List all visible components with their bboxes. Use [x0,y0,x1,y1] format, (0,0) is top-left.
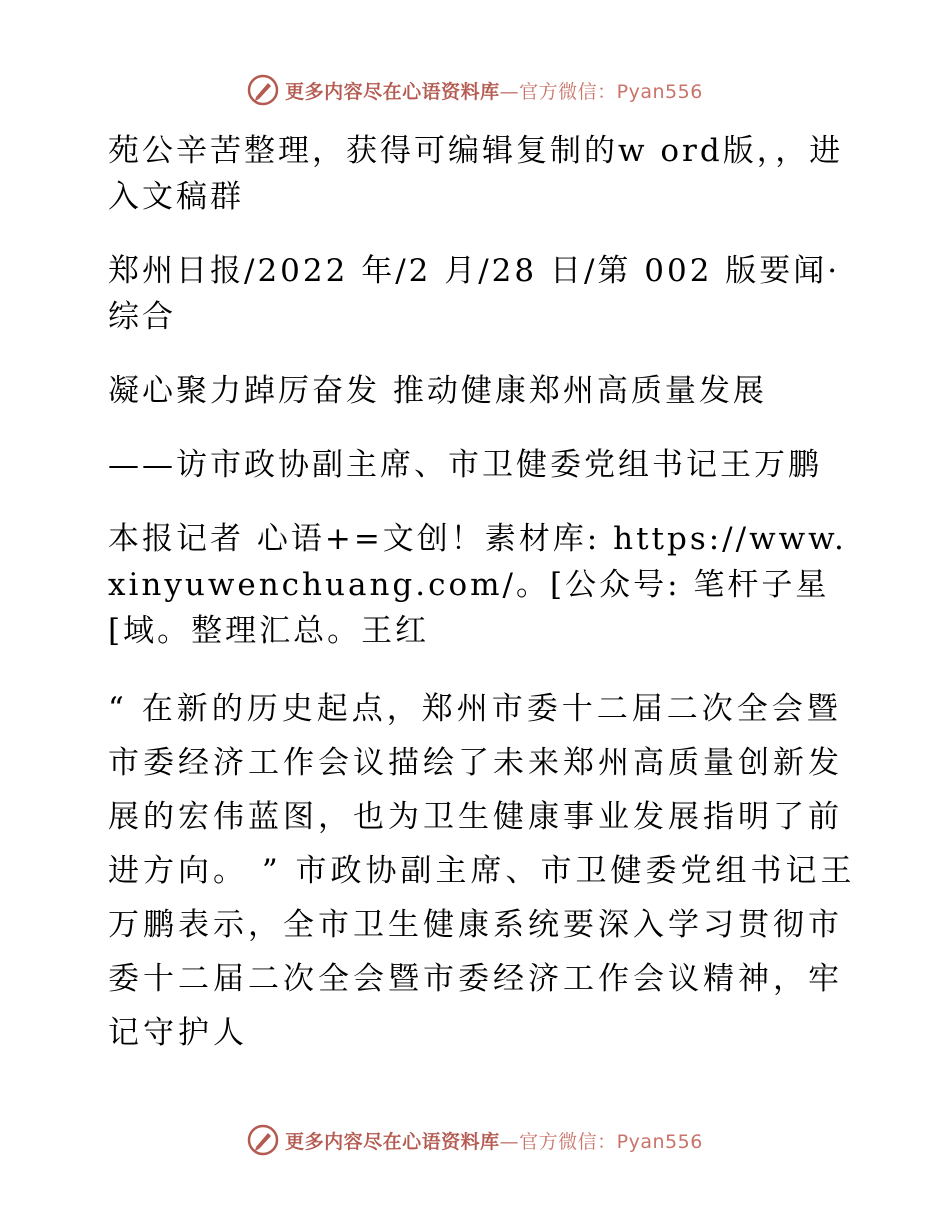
footer-watermark-banner [0,1120,950,1160]
source-line: 郑州日报/2022 年/2 月/28 日/第 002 版要闻·综合 [108,253,841,335]
banner-separator: — [499,1130,520,1153]
banner-main: 更多内容尽在心语资料库 [285,80,500,103]
banner-main: 更多内容尽在心语资料库 [285,1130,500,1153]
banner-text [285,77,703,104]
intro-note: 苑公辛苦整理，获得可编辑复制的w ord版，，进入文稿群 [108,133,844,215]
banner-separator: — [499,80,520,103]
byline: 本报记者 心语+=文创！素材库: https://www.xinyuwenchuang.com/。[公众号: 笔杆子星[域。整理汇总。王红 [108,521,847,649]
banner-tail: 官方微信：Pyan556 [519,1130,703,1153]
article-subtitle: ——访市政协副主席、市卫健委党组书记王万鹏 [108,447,822,483]
document-body [98,128,858,1088]
banner-text [285,1127,703,1154]
pen-seal-logo-icon [247,74,279,106]
pen-seal-logo-icon [247,1124,279,1156]
banner-tail: 官方微信：Pyan556 [519,80,703,103]
article-title: 凝心聚力踔厉奋发 推动健康郑州高质量发展 [108,373,767,409]
header-watermark-banner [0,70,950,110]
body-paragraph: “ 在新的历史起点，郑州市委十二届二次全会暨市委经济工作会议描绘了未来郑州高质量创新发展的宏伟蓝图，也为卫生健康事业发展指明了前进方向。 ” 市政协副主席、市卫健委党组书记王万鹏表示，全市卫生健康系统要深入学习贯彻市委十二届二次全会暨市委经济工作会议精神，牢记守护人 [108,691,856,1051]
